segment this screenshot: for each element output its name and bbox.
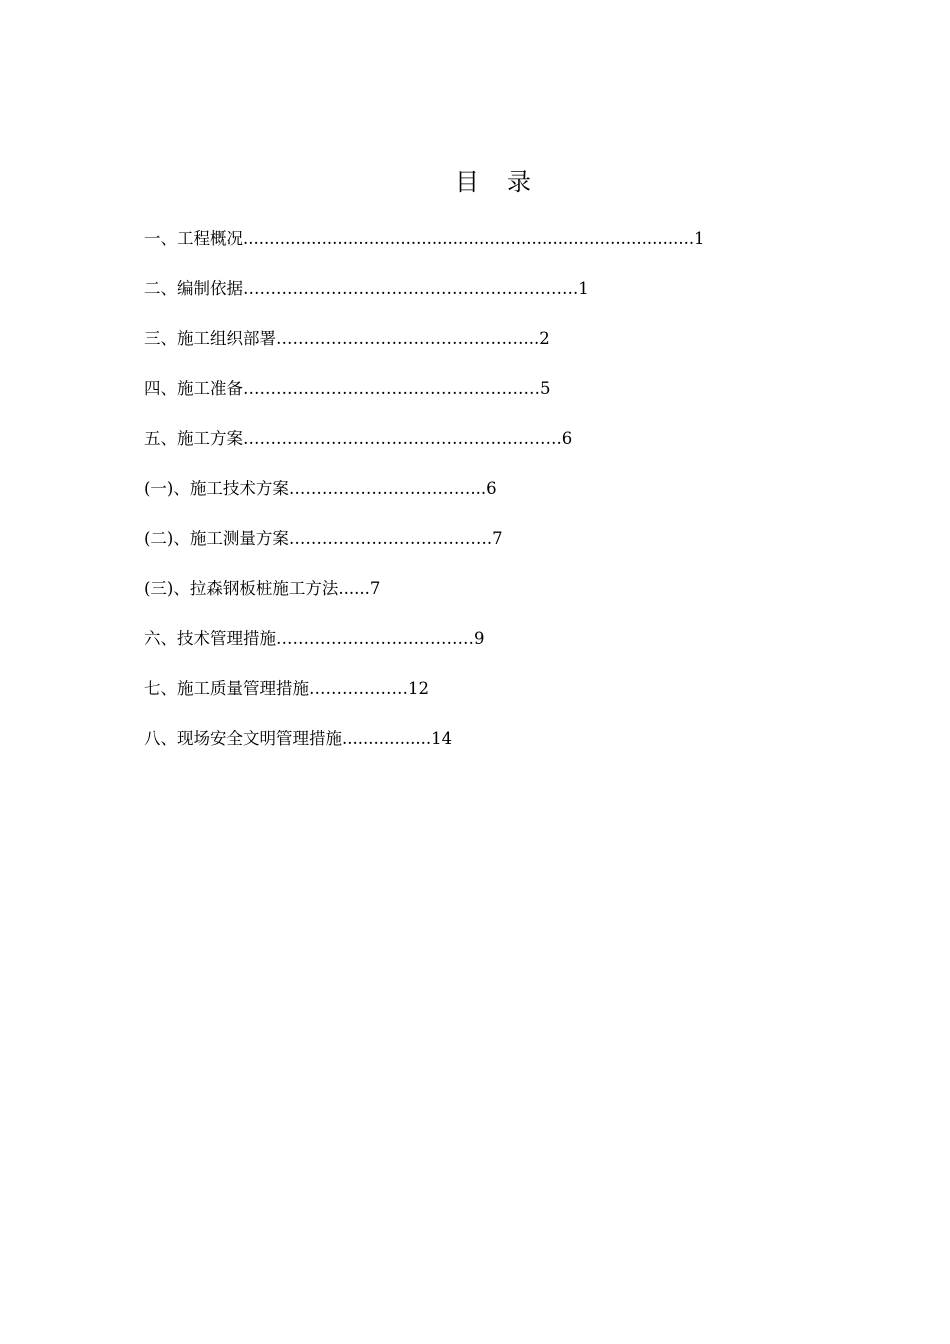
- toc-entry-text: 五、施工方案………………………………………………….6: [144, 429, 573, 448]
- toc-entry-2[interactable]: [144, 278, 705, 328]
- toc-entry-11[interactable]: [144, 728, 705, 778]
- toc-entry-6[interactable]: [144, 478, 705, 528]
- toc-entry-text: (二)、施工测量方案……………………………….7: [144, 529, 503, 548]
- toc-entry-10[interactable]: [144, 678, 705, 728]
- toc-title-char-2: 录: [507, 168, 531, 196]
- toc-list: [144, 228, 705, 778]
- toc-entry-5[interactable]: [144, 428, 705, 478]
- toc-entry-text: 一、工程概况......................................................................................1: [144, 229, 705, 248]
- toc-entry-text: (一)、施工技术方案……………………………...6: [144, 479, 497, 498]
- toc-title-char-1: 目: [455, 168, 479, 196]
- toc-entry-text: 七、施工质量管理措施………………12: [144, 679, 429, 698]
- toc-entry-text: 八、现场安全文明管理措施.................14: [144, 729, 453, 748]
- toc-entry-text: (三)、拉森钢板桩施工方法......7: [144, 579, 381, 598]
- toc-entry-4[interactable]: [144, 378, 705, 428]
- toc-entry-1[interactable]: [144, 228, 705, 278]
- toc-entry-text: 二、编制依据…………………………………………………….1: [144, 279, 589, 298]
- toc-entry-7[interactable]: [144, 528, 705, 578]
- toc-entry-3[interactable]: [144, 328, 705, 378]
- toc-entry-text: 六、技术管理措施………………………………9: [144, 629, 485, 648]
- toc-entry-text: 三、施工组织部署………………………………………...2: [144, 329, 550, 348]
- toc-entry-text: 四、施工准备………………………………………………5: [144, 379, 551, 398]
- toc-entry-9[interactable]: [144, 628, 705, 678]
- toc-entry-8[interactable]: [144, 578, 705, 628]
- toc-title: [0, 166, 950, 198]
